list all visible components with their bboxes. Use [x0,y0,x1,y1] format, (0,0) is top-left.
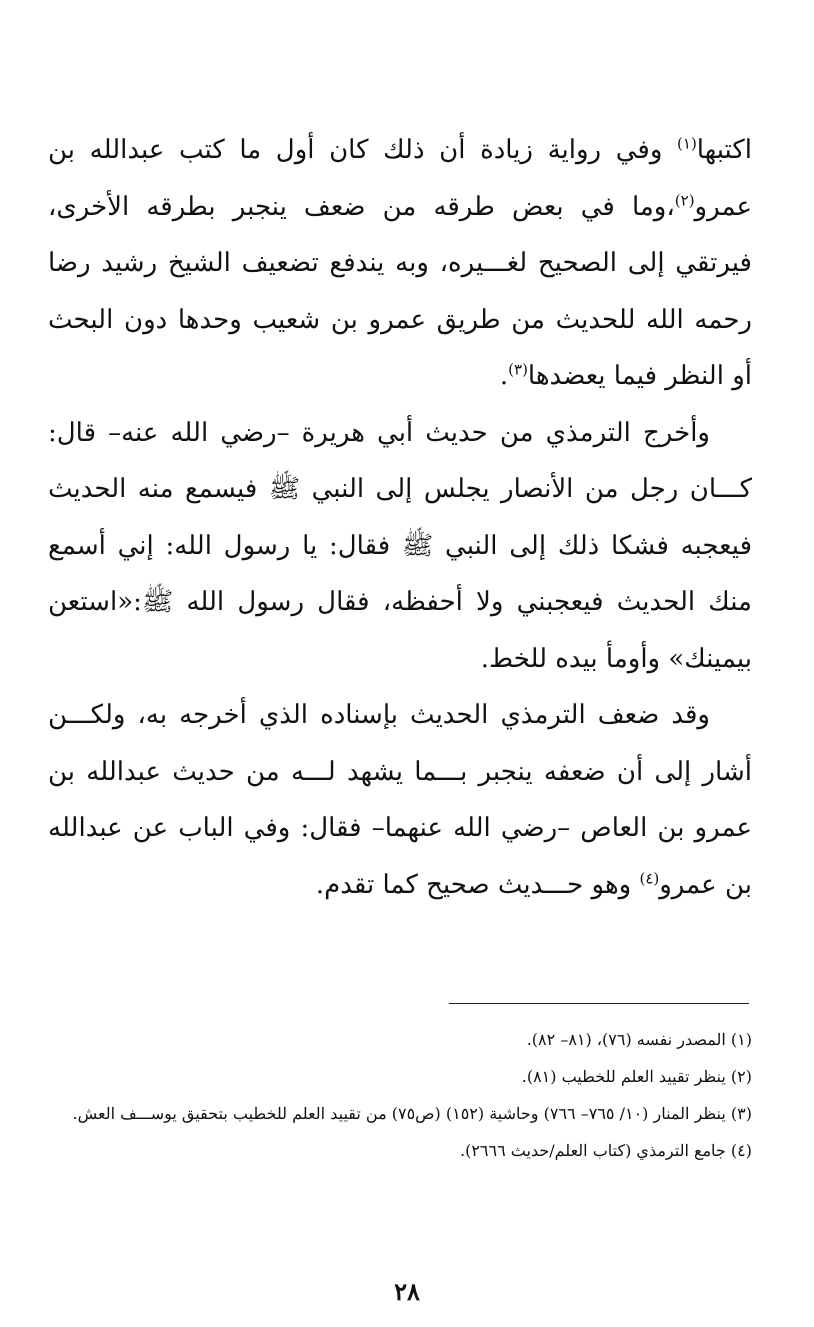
footnote-ref-1[interactable]: (١) [677,134,697,153]
footnote-3: (٣) ينظر المنار (١٠/ ٧٦٥– ٧٦٦) وحاشية (١٥٢) (ص٧٥) من تقييد العلم للخطيب بتحقيق يوســـف العش. [72,1104,752,1123]
footnote-divider [449,1003,749,1004]
footnotes [48,1024,752,1172]
paragraph-3 [48,687,752,913]
footnote-1: (١) المصدر نفسه (٧٦)، (٨١– ٨٢). [526,1030,752,1049]
paragraph-1 [48,122,752,405]
main-text [48,122,752,913]
paragraph-text: وهو حـــديث صحيح كما تقدم. [315,869,640,900]
footnote-4: (٤) جامع الترمذي (كتاب العلم/حديث ٢٦٦٦). [460,1141,752,1160]
page-number: ٢٨ [394,1277,420,1306]
paragraph-text: اكتبها [696,135,752,165]
paragraph-text: ،وما في بعض طرقه من ضعف ينجبر بطرقه الأخرى، فيرتقي إلى الصحيح لغـــيره، وبه يندفع تضعيف الشيخ رشيد رضا رحمه الله للحديث من طريق عمرو بن شعيب وحدها دون البحث أو النظر فيما يعضدها [48,191,752,391]
footnote-ref-4[interactable]: (٤) [639,868,660,887]
footnote-ref-2[interactable]: (٢) [674,190,695,209]
paragraph-text: وفي رواية زيادة أن ذلك كان أول ما كتب عبدالله بن عمرو [48,135,752,222]
paragraph-2: وأخرج الترمذي من حديث أبي هريرة –رضي الله عنه– قال: كـــان رجل من الأنصار يجلس إلى النبي ﷺ فيسمع منه الحديث فيعجبه فشكا ذلك إلى النبي ﷺ فقال: يا رسول الله: إني أسمع منك الحديث فيعجبني ولا أحفظه، فقال رسول الله ﷺ:«استعن بيمينك» وأومأ بيده للخط. [48,417,752,674]
footnote-2: (٢) ينظر تقييد العلم للخطيب (٨١). [521,1067,752,1086]
footnote-ref-3[interactable]: (٣) [508,360,528,379]
paragraph-text: وقد ضعف الترمذي الحديث بإسناده الذي أخرجه به، ولكـــن أشار إلى أن ضعفه ينجبر بـــما يشهد لـــه من حديث عبدالله بن عمرو بن العاص –رضي الله عنهما– فقال: وفي الباب عن عبدالله بن عمرو [48,700,752,900]
paragraph-text: . [499,361,509,391]
